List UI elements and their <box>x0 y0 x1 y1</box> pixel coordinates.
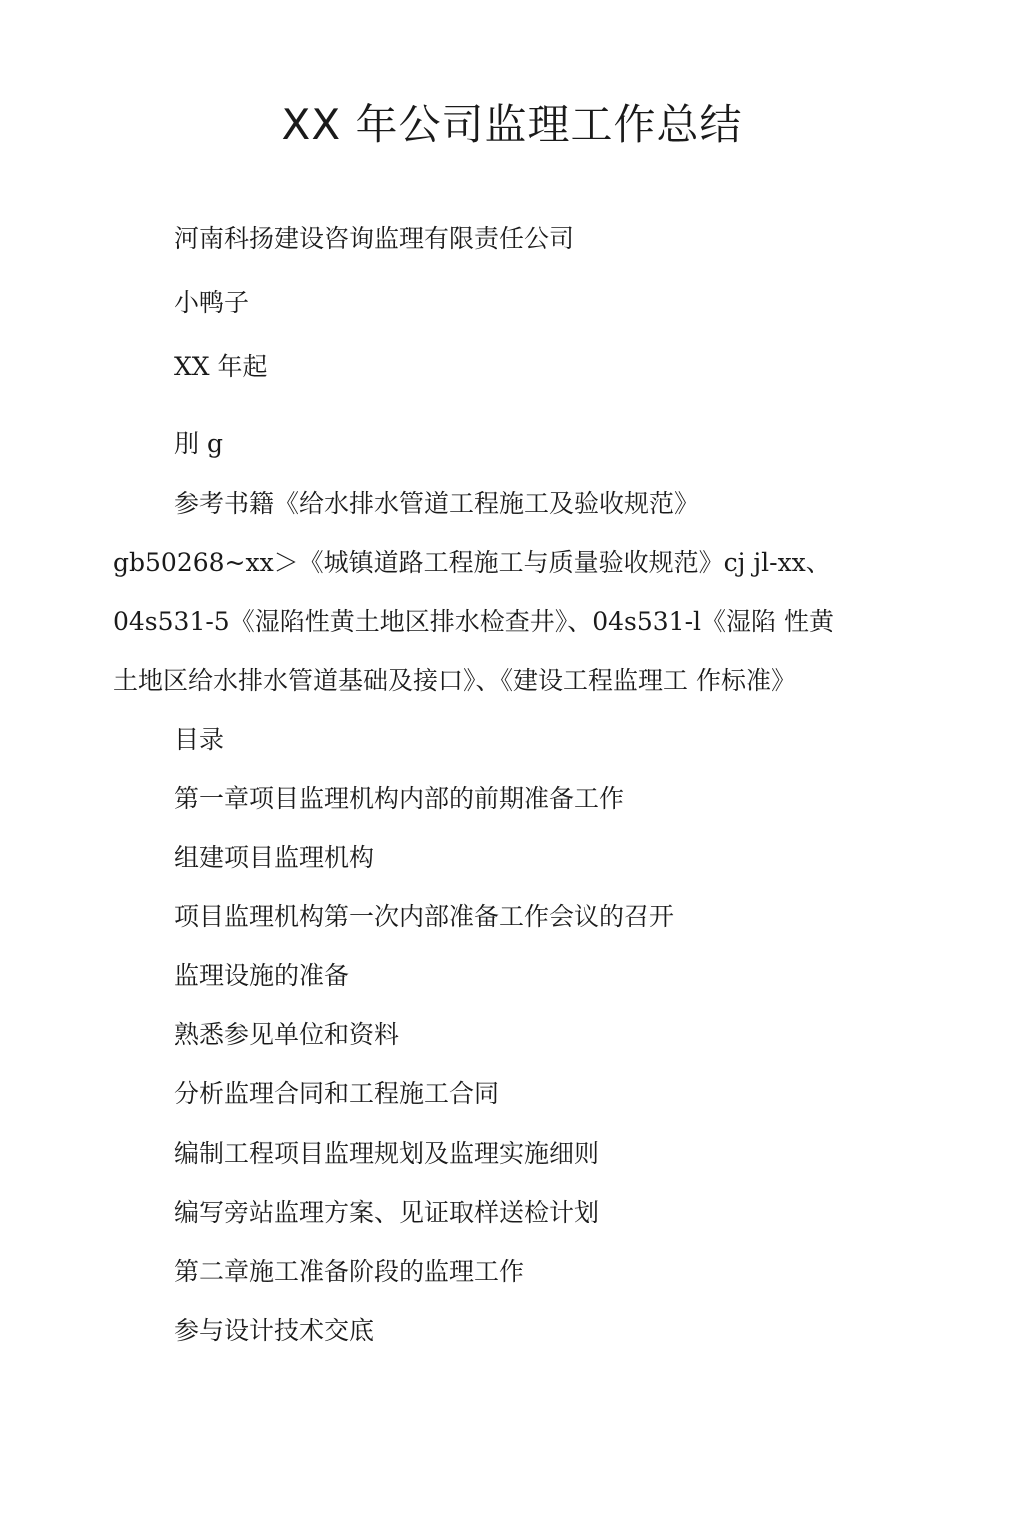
toc-item: 分析监理合同和工程施工合同 <box>174 1079 500 1108</box>
author-name: 小鸭子 <box>174 288 250 317</box>
toc-item: 编写旁站监理方案、见证取样送检计划 <box>174 1198 600 1227</box>
document-title: XX 年公司监理工作总结 <box>281 100 743 149</box>
company-name: 河南科扬建设咨询监理有限责任公司 <box>174 224 575 253</box>
toc-item: 参与设计技术交底 <box>174 1316 375 1345</box>
toc-item: 项目监理机构第一次内部准备工作会议的召开 <box>174 902 675 931</box>
reference-line: 04s531-5《湿陷性黄土地区排水检查井》、04s531-l《湿陷 性黄 <box>113 607 834 636</box>
toc-item: 编制工程项目监理规划及监理实施细则 <box>174 1139 600 1168</box>
toc-item: 熟悉参见单位和资料 <box>174 1020 400 1049</box>
reference-line: gb50268~xx＞《城镇道路工程施工与质量验收规范》cj jl-xx、 <box>113 548 831 577</box>
toc-heading: 目录 <box>174 725 225 754</box>
toc-item: 第一章项目监理机构内部的前期准备工作 <box>174 784 625 813</box>
toc-item: 监理设施的准备 <box>174 961 350 990</box>
preface-heading: 刖 g <box>174 429 223 458</box>
toc-item: 组建项目监理机构 <box>174 843 375 872</box>
toc-item: 第二章施工准备阶段的监理工作 <box>174 1257 525 1286</box>
reference-line: 土地区给水排水管道基础及接口》、《建设工程监理工 作标准》 <box>113 666 796 695</box>
reference-line: 参考书籍《给水排水管道工程施工及验收规范》 <box>174 489 700 518</box>
date-line: XX 年起 <box>174 352 268 381</box>
